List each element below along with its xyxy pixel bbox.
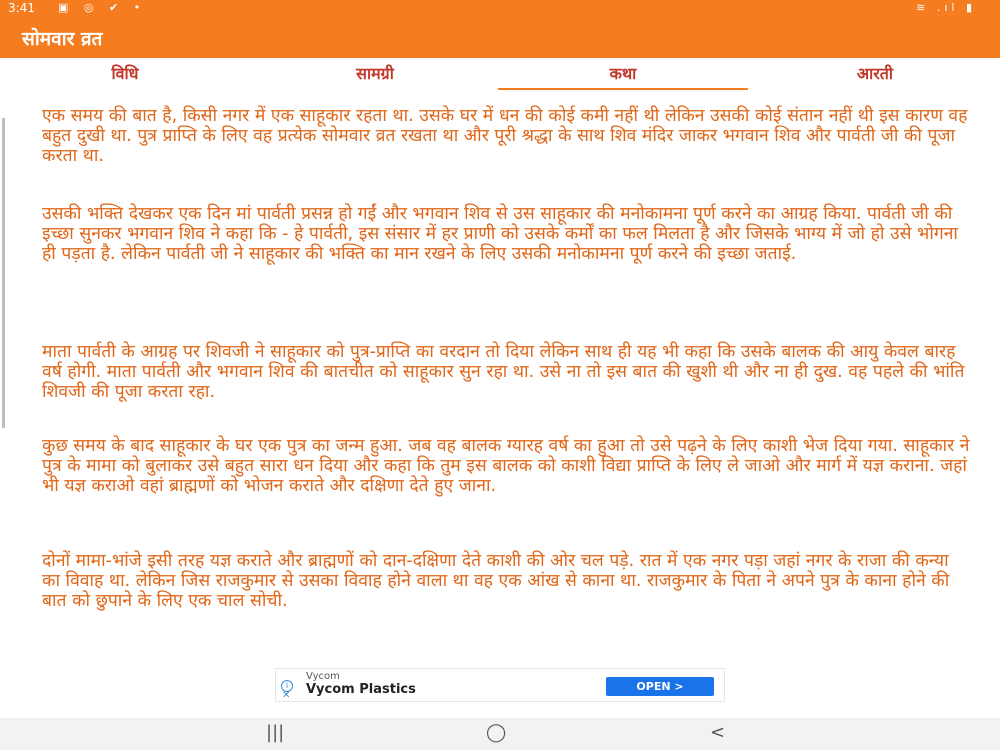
ad-advertiser: Vycom Plastics [306,682,416,697]
story-paragraph-2: उसकी भक्ति देखकर एक दिन मां पार्वती प्रसन्न हो गईं और भगवान शिव से उस साहूकार की मनोकामना पूर्ण करने का आग्रह किया. पार्वती जी की इच्छा सुनकर भगवान शिव ने कहा कि - हे पार्वती, इस संसार में हर प्राणी को उसके कर्मों का फल मिलता है और जिसके भाग्य में जो हो उसे भोगना ही पड़ता है. लेकिन पार्वती जी ने साहूकार की भक्ति का मान रखने के लिए उसकी मनोकामना पूर्ण करने की इच्छा जताई. [42,204,958,264]
app-bar [0,16,1000,58]
story-paragraph-4: कुछ समय के बाद साहूकार के घर एक पुत्र का जन्म हुआ. जब वह बालक ग्यारह वर्ष का हुआ तो उसे पढ़ने के लिए काशी भेज दिया गया. साहूकार ने पुत्र के मामा को बुलाकर उसे बहुत सारा धन दिया और कहा कि तुम इस बालक को काशी विद्या प्राप्ति के लिए ले जाओ और मार्ग में यज्ञ कराना. जहां भी यज्ञ कराओ वहां ब्राह्मणों को भोजन कराते और दक्षिणा देते हुए जाना. [42,436,970,496]
story-paragraph-3: माता पार्वती के आग्रह पर शिवजी ने साहूकार को पुत्र-प्राप्ति का वरदान तो दिया लेकिन साथ ही यह भी कहा कि उसके बालक की आयु केवल बारह वर्ष होगी. माता पार्वती और भगवान शिव की बातचीत को साहूकार सुन रहा था. उसे ना तो इस बात की खुशी थी और ना ही दुख. वह पहले की भांति शिवजी की पूजा करता रहा. [42,342,965,402]
ad-advertiser-small: Vycom [306,671,340,682]
ad-banner[interactable] [275,668,725,702]
recent-apps-icon[interactable]: ||| [266,722,285,743]
status-bar [0,0,1000,16]
app-title: सोमवार व्रत [22,28,103,50]
scrollbar[interactable] [2,118,5,428]
story-paragraph-1: एक समय की बात है, किसी नगर में एक साहूकार रहता था. उसके घर में धन की कोई कमी नहीं थी लेकिन उसकी कोई संतान नहीं थी इस कारण वह बहुत दुखी था. पुत्र प्राप्ति के लिए वह प्रत्येक सोमवार व्रत रखता था और पूरी श्रद्धा के साथ शिव मंदिर जाकर भगवान शिव और पार्वती जी की पूजा करता था. [42,106,968,166]
tab-vidhi[interactable]: विधि [111,64,139,83]
system-nav-bar [0,718,1000,750]
ad-info-icon[interactable]: i [281,680,293,692]
story-paragraph-5: दोनों मामा-भांजे इसी तरह यज्ञ कराते और ब्राह्मणों को दान-दक्षिणा देते काशी की ओर चल पड़े. रात में एक नगर पड़ा जहां नगर के राजा की कन्या का विवाह था. लेकिन जिस राजकुमार से उसका विवाह होने वाला था वह एक आंख से काना था. राजकुमार के पिता ने अपने पुत्र के काना होने की बात को छुपाने के लिए एक चाल सोची. [42,551,950,611]
tab-aarti[interactable]: आरती [856,64,894,83]
system-icons: ≋ .ıl ▮ [916,1,976,14]
story-content[interactable] [0,96,1000,654]
tab-samagri[interactable]: सामग्री [356,64,394,83]
tab-katha[interactable]: कथा [498,58,748,90]
ad-open-button[interactable]: OPEN > [606,677,714,696]
back-icon[interactable]: < [710,722,726,743]
tab-bar [0,58,1000,90]
home-icon[interactable]: ◯ [486,722,507,743]
status-time: 3:41 [8,1,35,15]
notification-icons: ▣ ◎ ✔ • [58,1,147,14]
ad-close-icon[interactable]: ✕ [282,690,291,701]
